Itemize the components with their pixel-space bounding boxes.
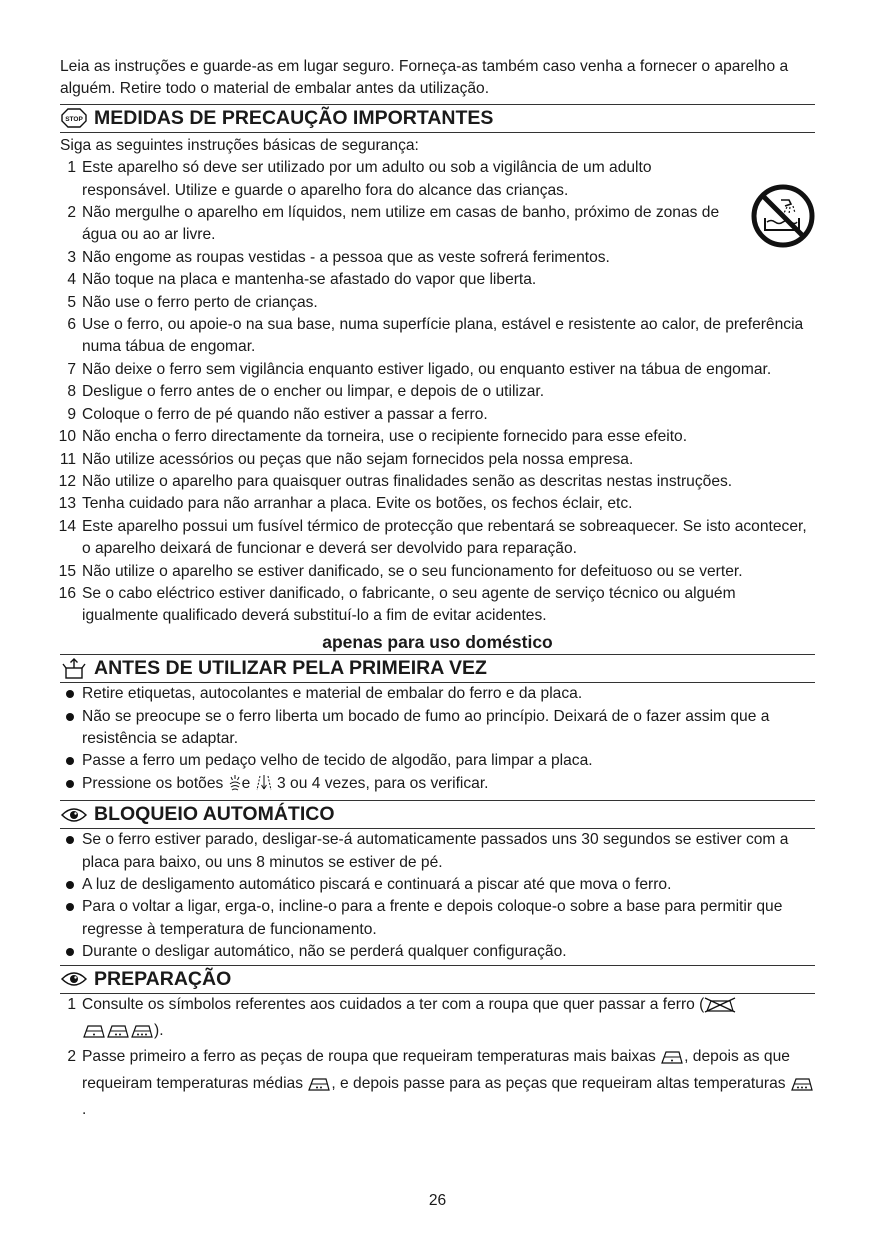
before-first-use-list [60,683,815,799]
list-item: Se o ferro estiver parado, desligar-se-á automaticamente passados uns 30 segundos se estiver com a placa para baixo, ou uns 8 minutos se estiver de pé. [60,829,815,874]
list-item: 12 Não utilize o aparelho para quaisquer outras finalidades senão as descritas nestas instruções. [58,472,733,490]
list-item: 13 Tenha cuidado para não arranhar a placa. Evite os botões, os fechos éclair, etc. [58,495,633,513]
list-item: Durante o desligar automático, não se perderá qualquer configuração. [60,941,815,963]
intro-text: Leia as instruções e guarde-as em lugar seguro. Forneça-as também caso venha a fornecer o aparelho a alguém. Retire todo o material de embalar antes da utilização. [60,58,789,98]
no-bathroom-icon [751,184,815,248]
auto-lock-list [60,829,815,963]
iron-low-icon [82,1023,106,1046]
list-item: 8 Desligue o ferro antes de o encher ou limpar, e depois de o utilizar. [67,383,545,401]
iron-medium-icon [307,1076,331,1099]
list-item: 16 Se o cabo eléctrico estiver danificado, o fabricante, o seu agente de serviço técnico ou alguém igualmente qualificado deverá substituí-lo a fim de evitar acidentes. [58,584,736,625]
list-item: Retire etiquetas, autocolantes e material de embalar do ferro e da placa. [60,683,815,705]
auto-lock-header [60,800,815,829]
list-item: Para o voltar a ligar, erga-o, incline-o para a frente e depois coloque-o sobre a base para permitir que regresse à temperatura de funcionamento. [60,896,815,941]
list-item: 2 Não mergulhe o aparelho em líquidos, nem utilize em casas de banho, próximo de zonas de água ou ao ar livre. [67,204,720,244]
unpack-box-icon [60,658,88,680]
list-item: 2 Passe primeiro a ferro as peças de roupa que requeiram temperaturas mais baixas , depois as que requeiram temperaturas médias , e depois passe para as peças que requeiram altas temperaturas . [60,1046,815,1121]
list-item: 1 Consulte os símbolos referentes aos cuidados a ter com a roupa que quer passar a ferro ( ). [60,994,815,1047]
iron-high-icon [130,1023,154,1046]
list-item: 7 Não deixe o ferro sem vigilância enquanto estiver ligado, ou enquanto estiver na tábua de engomar. [67,360,772,378]
list-item: Não se preocupe se o ferro liberta um bocado de fumo ao princípio. Deixará de o fazer assim que a resistência se adaptar. [60,706,815,751]
preparation-header [60,965,815,994]
no-iron-icon [704,997,736,1020]
iron-high-icon [790,1076,814,1099]
precautions-title: MEDIDAS DE PRECAUÇÃO IMPORTANTES [94,107,494,130]
eye-icon [60,968,88,990]
iron-medium-icon [106,1023,130,1046]
precautions-list [60,157,815,628]
list-item: 9 Coloque o ferro de pé quando não estiver a passar a ferro. [67,405,488,423]
auto-lock-title: BLOQUEIO AUTOMÁTICO [94,803,335,826]
list-item: 11 Não utilize acessórios ou peças que não sejam fornecidos pela nossa empresa. [59,450,634,468]
page-number: 26 [428,1192,447,1209]
list-item: Pressione os botões e 3 ou 4 vezes, para os verificar. [60,773,815,799]
preparation-title: PREPARAÇÃO [94,967,232,990]
list-item: 6 Use o ferro, ou apoie-o na sua base, numa superfície plana, estável e resistente ao calor, de preferência numa tábua de engomar. [67,316,804,356]
iron-low-icon [660,1049,684,1072]
list-item: 1 Este aparelho só deve ser utilizado por um adulto ou sob a vigilância de um adulto responsável. Utilize e guarde o aparelho fora do alcance das crianças. [67,159,652,199]
steam-shot-button-icon [255,774,273,799]
stop-label: STOP [65,116,83,124]
list-item: 3 Não engome as roupas vestidas - a pessoa que as veste sofrerá ferimentos. [67,248,610,266]
eye-icon [60,804,88,826]
list-item: 4 Não toque na placa e mantenha-se afastado do vapor que liberta. [67,271,537,289]
list-item: 10 Não encha o ferro directamente da torneira, use o recipiente fornecido para esse efeito. [58,428,688,446]
preparation-list [60,994,815,1122]
list-item: 5 Não use o ferro perto de crianças. [67,293,318,311]
before-first-use-header [60,654,815,683]
page [60,56,815,1122]
precautions-subtitle: Siga as seguintes instruções básicas de segurança: [60,136,419,154]
list-item: 15 Não utilize o aparelho se estiver danificado, se o seu funcionamento for defeituoso ou se verter. [58,562,743,580]
spray-button-icon [228,774,242,799]
list-item: Passe a ferro um pedaço velho de tecido de algodão, para limpar a placa. [60,750,815,772]
stop-icon [60,107,88,129]
list-item: A luz de desligamento automático piscará e continuará a piscar até que mova o ferro. [60,874,815,896]
precautions-header [60,104,815,133]
list-item: 14 Este aparelho possui um fusível térmico de protecção que rebentará se sobreaquecer. Se isto acontecer, o aparelho deixará de funcionar e deverá ser devolvido para reparação. [58,517,807,558]
domestic-use-note: apenas para uso doméstico [322,631,553,652]
before-first-use-title: ANTES DE UTILIZAR PELA PRIMEIRA VEZ [94,657,487,680]
